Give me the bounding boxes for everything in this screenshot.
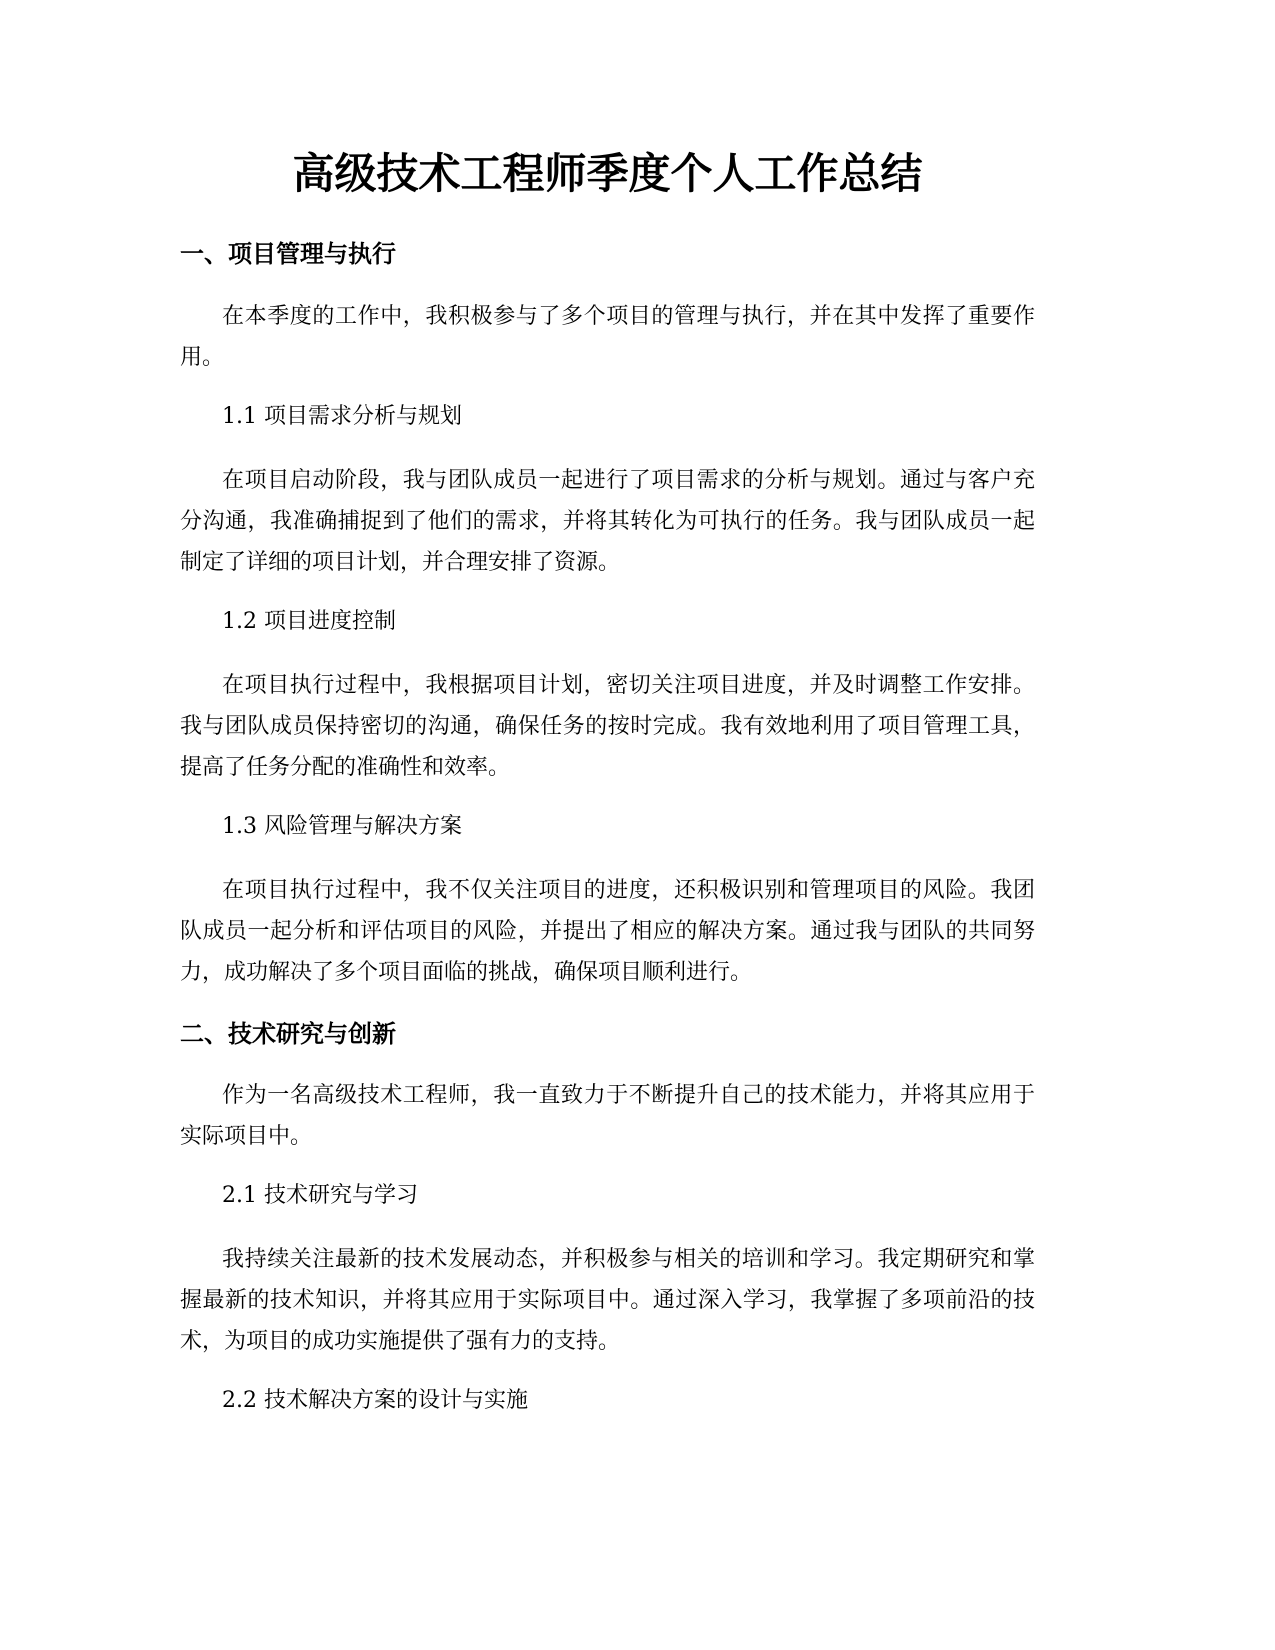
subsection-1-2-body: 在项目执行过程中，我根据项目计划，密切关注项目进度，并及时调整工作安排。我与团队成员保持密切的沟通，确保任务的按时完成。我有效地利用了项目管理工具，提高了任务分配的准确性和效率。: [180, 673, 1035, 780]
section-2-intro: 作为一名高级技术工程师，我一直致力于不断提升自己的技术能力，并将其应用于实际项目中。: [180, 1083, 1035, 1149]
subsection-1-3-body: 在项目执行过程中，我不仅关注项目的进度，还积极识别和管理项目的风险。我团队成员一起分析和评估项目的风险，并提出了相应的解决方案。通过我与团队的共同努力，成功解决了多个项目面临的挑战，确保项目顺利进行。: [180, 878, 1035, 985]
document-title: 高级技术工程师季度个人工作总结: [292, 149, 923, 198]
subsection-heading-1-3: 1.3 风险管理与解决方案: [222, 814, 462, 839]
section-1-intro: 在本季度的工作中，我积极参与了多个项目的管理与执行，并在其中发挥了重要作用。: [180, 304, 1035, 370]
section-heading-1: 一、项目管理与执行: [180, 240, 396, 268]
subsection-heading-2-2: 2.2 技术解决方案的设计与实施: [222, 1388, 528, 1413]
section-heading-2: 二、技术研究与创新: [180, 1020, 396, 1048]
subsection-heading-2-1: 2.1 技术研究与学习: [222, 1183, 418, 1208]
subsection-heading-1-1: 1.1 项目需求分析与规划: [222, 404, 462, 429]
subsection-heading-1-2: 1.2 项目进度控制: [222, 609, 396, 634]
subsection-1-1-body: 在项目启动阶段，我与团队成员一起进行了项目需求的分析与规划。通过与客户充分沟通，我准确捕捉到了他们的需求，并将其转化为可执行的任务。我与团队成员一起制定了详细的项目计划，并合理安排了资源。: [180, 468, 1035, 575]
subsection-2-1-body: 我持续关注最新的技术发展动态，并积极参与相关的培训和学习。我定期研究和掌握最新的技术知识，并将其应用于实际项目中。通过深入学习，我掌握了多项前沿的技术，为项目的成功实施提供了强有力的支持。: [180, 1247, 1035, 1354]
